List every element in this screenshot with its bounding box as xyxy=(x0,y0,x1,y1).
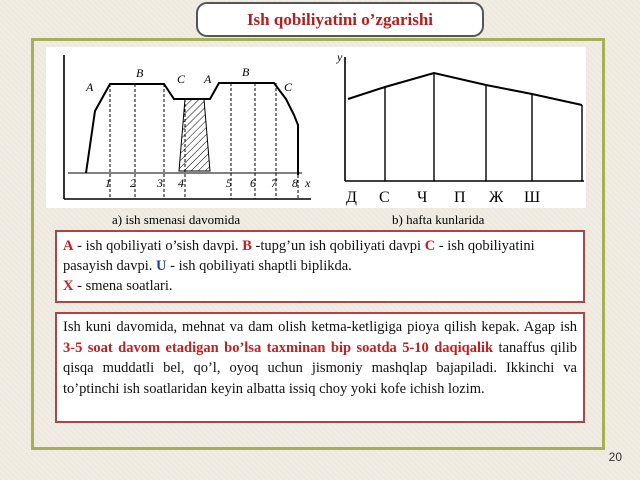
legend-c-letter: C xyxy=(424,238,436,254)
legend-u-text: - ish qobiliyati shaptli biplikda. xyxy=(166,258,352,274)
day-label-1: Д xyxy=(346,189,357,206)
day-label-3: Ч xyxy=(417,189,428,206)
left-chart xyxy=(64,55,311,199)
legend-b-letter: B xyxy=(242,238,252,254)
recommendation-text-before: Ish kuni davomida, mehnat va dam olish ketma-ketligiga pioya qilish kepak. Agap ish xyxy=(63,319,577,335)
figure-svg xyxy=(46,47,586,208)
x-tick-8: 8 xyxy=(292,176,298,190)
curve-label-6: C xyxy=(284,80,293,94)
x-tick-4: 4 xyxy=(178,176,184,190)
day-label-2: С xyxy=(379,189,390,206)
day-label-5: Ж xyxy=(489,189,504,206)
legend-x-text: - smena soatlari. xyxy=(73,278,173,294)
legend-c-text: - ish qobiliyatini pasayish davpi. xyxy=(63,238,535,274)
work-capacity-figure xyxy=(46,47,586,208)
right-y-axis-label: y xyxy=(337,50,343,64)
lunch-break-hatch xyxy=(179,99,210,171)
curve-label-1: A xyxy=(86,80,94,94)
day-label-4: П xyxy=(454,189,466,206)
x-tick-6: 6 xyxy=(250,176,256,190)
day-label-6: Ш xyxy=(524,189,541,206)
page-number: 20 xyxy=(608,450,622,464)
x-axis-label: x xyxy=(305,176,311,190)
legend-b-text: -tupg’un ish qobiliyati davpi xyxy=(251,238,425,254)
legend-box xyxy=(55,230,585,303)
right-chart xyxy=(336,50,584,206)
recommendation-box xyxy=(55,312,585,423)
x-tick-2: 2 xyxy=(130,176,136,190)
weekly-capacity-curve xyxy=(348,73,582,105)
caption-left: a) ish smenasi davomida xyxy=(112,212,241,227)
x-tick-5: 5 xyxy=(226,176,232,190)
curve-label-2: B xyxy=(136,66,144,80)
slide-title: Ish qobiliyatini o’zgarishi xyxy=(196,2,484,37)
x-tick-3: 3 xyxy=(157,176,163,190)
x-tick-1: 1 xyxy=(105,176,111,190)
legend-a-letter: A xyxy=(63,238,74,254)
legend-u-letter: U xyxy=(156,258,167,274)
curve-label-3: C xyxy=(177,72,186,86)
curve-label-5: B xyxy=(242,65,250,79)
caption-right: b) hafta kunlarida xyxy=(392,212,485,227)
legend-x-letter: X xyxy=(63,278,74,294)
recommendation-highlight: 3-5 soat davom etadigan bo’lsa taxminan bip soatda 5-10 daqiqalik xyxy=(63,339,494,356)
legend-a-text: - ish qobiliyati o’sish davpi. xyxy=(73,238,243,254)
x-tick-7: 7 xyxy=(271,176,277,190)
curve-label-4: A xyxy=(204,72,212,86)
recommendation-text-after: tanaffus qilib qisqa muddatli bel, qo’l, oyoq uchun jismoniy mashqlap bajapiladi. Ikkinchi va to’ptinchi ish soatlaridan keyin albatta issiq choy yoki kofe ichish lozim. xyxy=(63,339,578,397)
